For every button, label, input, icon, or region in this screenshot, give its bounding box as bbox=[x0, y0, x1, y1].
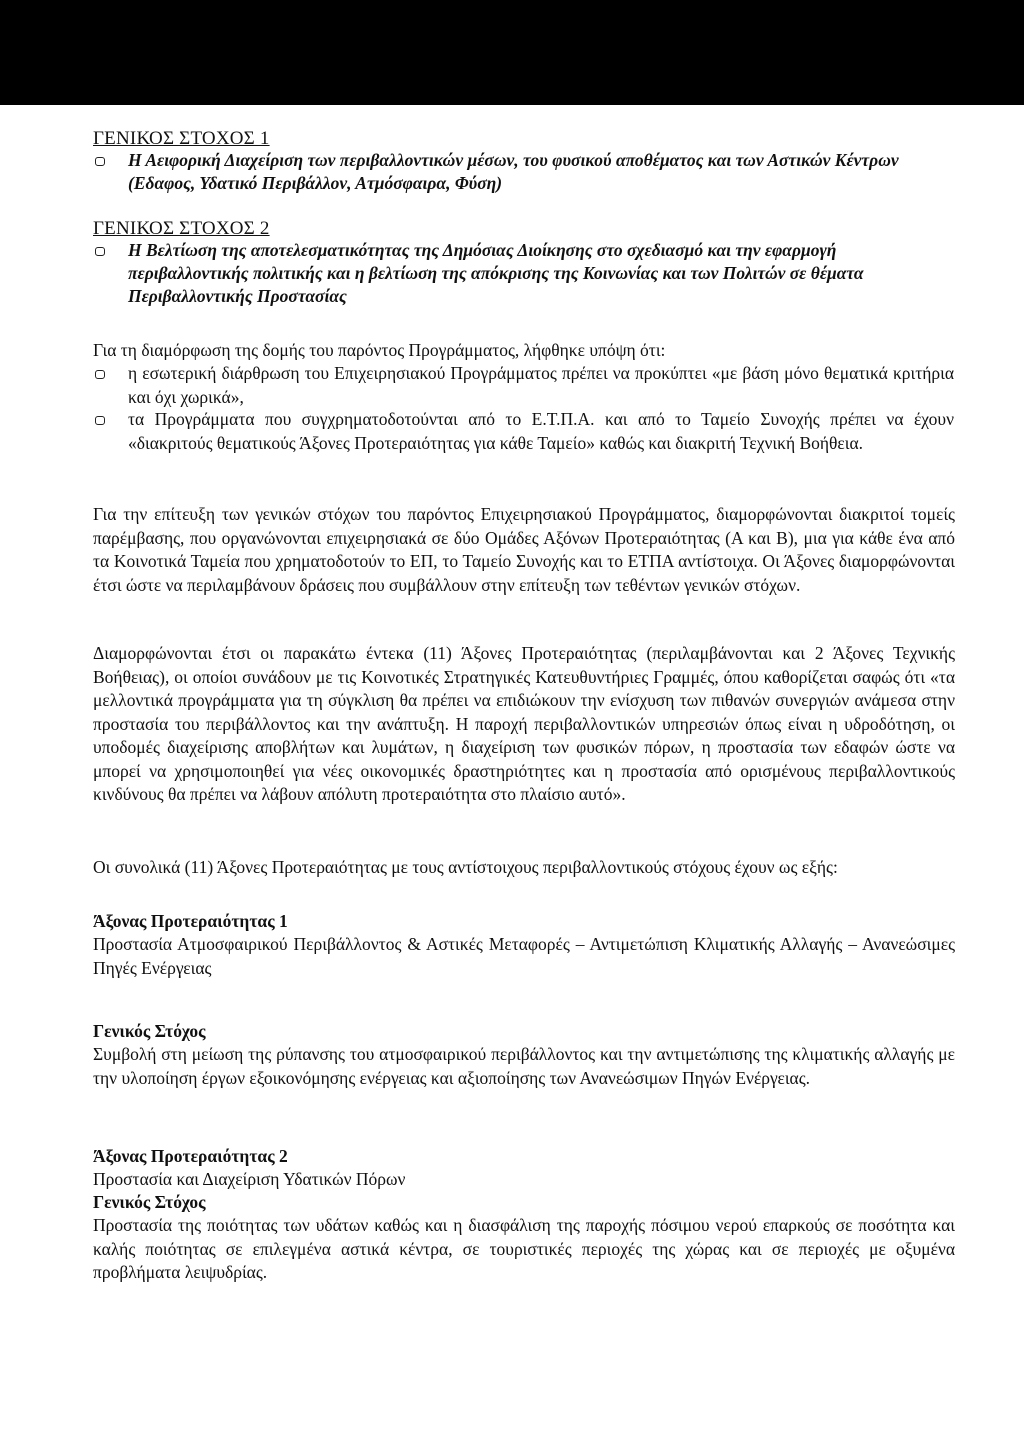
structure-bullet-1: η εσωτερική διάρθρωση του Επιχειρησιακού Προγράμματος πρέπει να προκύπτει «με βάση μόνο θεματικά κριτήρια και όχι χωρικά», bbox=[128, 363, 954, 407]
checkbox-bullet-icon bbox=[95, 157, 105, 166]
structure-intro: Για τη διαμόρφωση της δομής του παρόντος Προγράμματος, λήφθηκε υπόψη ότι: bbox=[93, 340, 666, 360]
axis1-name: Προστασία Ατμοσφαιρικού Περιβάλλοντος & Αστικές Μεταφορές – Αντιμετώπιση Κλιματικής Αλλαγής – Ανανεώσιμες Πηγές Ενέργειας bbox=[93, 934, 955, 978]
goal2-text: Η Βελτίωση της αποτελεσματικότητας της Δημόσιας Διοίκησης στο σχεδιασμό και την εφαρμογή περιβαλλοντικής πολιτικής και η βελτίωση της απόκρισης της Κοινωνίας και των Πολιτών σε θέματα Περιβαλλοντικής Προστασίας bbox=[128, 240, 864, 306]
axis2-goal-text: Προστασία της ποιότητας των υδάτων καθώς και η διασφάλιση της παροχής πόσιμου νερού επαρκούς σε ποσότητα και καλής ποιότητας σε επιλεγμένα αστικά κέντρα, σε τουριστικές περιοχές της χώρας και σε περιοχές με οξυμένα προβλήματα λειψυδρίας. bbox=[93, 1215, 955, 1282]
goal2-heading: ΓΕΝΙΚΟΣ ΣΤΟΧΟΣ 2 bbox=[93, 218, 270, 239]
axis2-goal-label: Γενικός Στόχος bbox=[93, 1192, 206, 1212]
axis2-title: Άξονας Προτεραιότητας 2 bbox=[93, 1146, 288, 1166]
paragraph-2: Διαμορφώνονται έτσι οι παρακάτω έντεκα (11) Άξονες Προτεραιότητας (περιλαμβάνονται και 2 Άξονες Τεχνικής Βοήθειας), οι οποίοι συνάδουν με τις Κοινοτικές Στρατηγικές Κατευθυντήριες Γραμμές, όπου καθορίζεται σαφώς ότι «τα μελλοντικά προγράμματα για τη σύγκλιση θα πρέπει να επιδιώκουν την ενίσχυση των πιθανών συνεργιών ανάμεσα στην προστασία του περιβάλλοντος και την ανάπτυξη. Η παροχή περιβαλλοντικών υπηρεσιών όπως είναι η υδροδότηση, οι υποδομές διαχείρισης αποβλήτων και λυμάτων, η διαχείριση των φυσικών πόρων, η προστασία των εδαφών ώστε να μπορεί να χρησιμοποιηθεί για νέες οικονομικές δραστηριότητες και η προστασία από ορισμένους περιβαλλοντικούς κινδύνους θα πρέπει να λάβουν απόλυτη προτεραιότητα στο πλαίσιο αυτό». bbox=[93, 643, 955, 804]
goal1-text: Η Αειφορική Διαχείριση των περιβαλλοντικών μέσων, του φυσικού αποθέματος και των Αστικών Κέντρων (Εδαφος, Υδατικό Περιβάλλον, Ατμόσφαιρα, Φύση) bbox=[128, 150, 899, 193]
checkbox-bullet-icon bbox=[95, 370, 105, 379]
axis1-title: Άξονας Προτεραιότητας 1 bbox=[93, 911, 288, 931]
axis1-goal-label: Γενικός Στόχος bbox=[93, 1021, 206, 1041]
axis2-name: Προστασία και Διαχείριση Υδατικών Πόρων bbox=[93, 1169, 406, 1189]
axis1-goal-text: Συμβολή στη μείωση της ρύπανσης του ατμοσφαιρικού περιβάλλοντος και την αντιμετώπισης της κλιματικής αλλαγής με την υλοποίηση έργων εξοικονόμησης ενέργειας και αξιοποίησης των Ανανεώσιμων Πηγών Ενέργειας. bbox=[93, 1044, 955, 1088]
paragraph-1: Για την επίτευξη των γενικών στόχων του παρόντος Επιχειρησιακού Προγράμματος, διαμορφώνονται διακριτοί τομείς παρέμβασης, που οργανώνονται επιχειρησιακά σε δύο Ομάδες Αξόνων Προτεραιότητας (Α και Β), μια για κάθε ένα από τα Κοινοτικά Ταμεία που χρηματοδοτούν το ΕΠ, το Ταμείο Συνοχής και το ΕΤΠΑ αντίστοιχα. Οι Άξονες διαμορφώνονται έτσι ώστε να περιλαμβάνουν δράσεις που συμβάλλουν στην επίτευξη των τεθέντων γενικών στόχων. bbox=[93, 504, 955, 595]
checkbox-bullet-icon bbox=[95, 416, 105, 425]
goal1-heading: ΓΕΝΙΚΟΣ ΣΤΟΧΟΣ 1 bbox=[93, 128, 270, 149]
checkbox-bullet-icon bbox=[95, 247, 105, 256]
structure-bullet-2: τα Προγράμματα που συγχρηματοδοτούνται από το Ε.Τ.Π.Α. και από το Ταμείο Συνοχής πρέπει να έχουν «διακριτούς θεματικούς Άξονες Προτεραιότητας για κάθε Ταμείο» καθώς και διακριτή Τεχνική Βοήθεια. bbox=[128, 409, 954, 453]
paragraph-3: Οι συνολικά (11) Άξονες Προτεραιότητας με τους αντίστοιχους περιβαλλοντικούς στόχους έχουν ως εξής: bbox=[93, 857, 838, 877]
